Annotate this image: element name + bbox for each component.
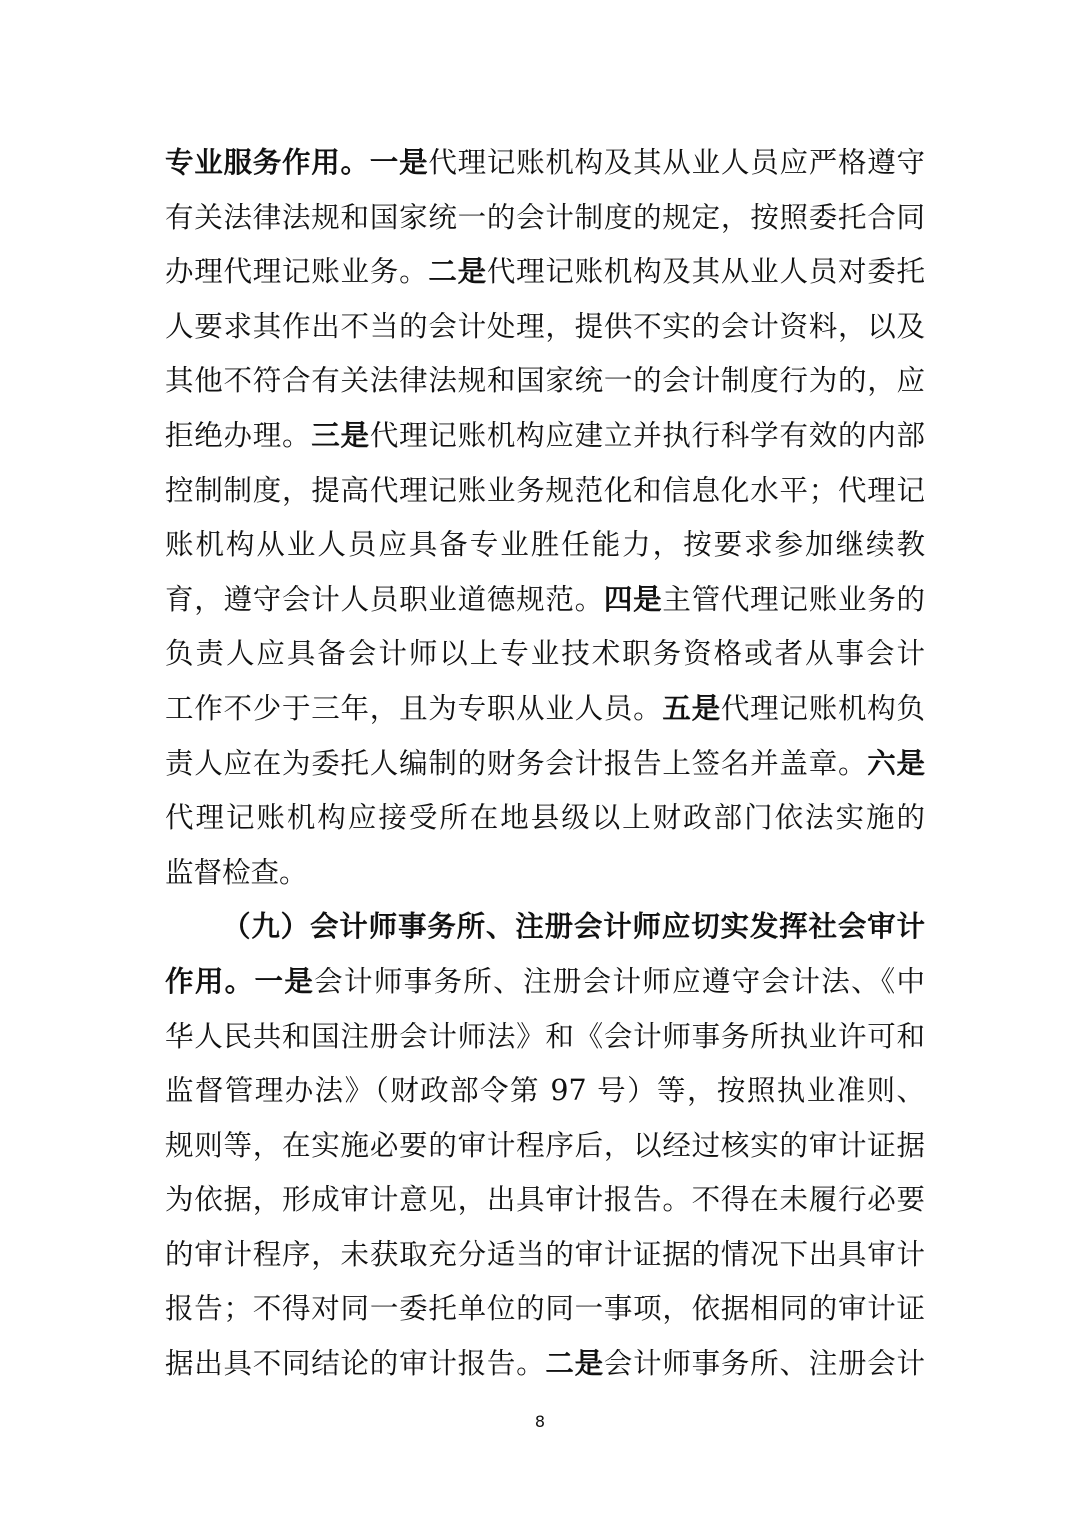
text-run: 负责人应具备会计师以上专业技术职务资格或者从事会计 xyxy=(165,637,925,671)
bold-run: 二是 xyxy=(545,1347,604,1381)
text-run: 控制制度，提高代理记账业务规范化和信息化水平；代理记 xyxy=(165,473,925,507)
text-line xyxy=(165,627,925,682)
text-line xyxy=(165,682,925,737)
body-text xyxy=(165,136,925,1392)
text-line xyxy=(165,464,925,519)
text-line xyxy=(165,300,925,355)
text-run: 代理记账机构及其从业人员应严格遵守 xyxy=(428,146,925,179)
text-run: 代理记账机构及其从业人员对委托 xyxy=(486,255,925,289)
bold-run: 四是 xyxy=(603,582,663,616)
text-run: 监督检查。 xyxy=(165,855,308,889)
bold-run: （九）会计师事务所、注册会计师应切实发挥社会审计 xyxy=(222,910,925,944)
text-line xyxy=(165,737,925,792)
text-line xyxy=(165,1173,925,1228)
text-line xyxy=(165,955,925,1010)
text-run: 人要求其作出不当的会计处理，提供不实的会计资料，以及 xyxy=(165,309,925,343)
text-line xyxy=(165,191,925,246)
text-run: 工作不少于三年，且为专职从业人员。 xyxy=(165,691,663,725)
text-run: 的审计程序，未获取充分适当的审计证据的情况下出具审计 xyxy=(165,1237,925,1271)
bold-run: 作用。一是 xyxy=(165,964,315,998)
bold-run: 五是 xyxy=(662,691,721,725)
text-run: 代理记账机构负 xyxy=(720,691,925,725)
text-run: 育，遵守会计人员职业道德规范。 xyxy=(165,582,604,616)
text-line xyxy=(165,354,925,409)
text-line xyxy=(165,846,925,901)
page-number: 8 xyxy=(534,1412,546,1431)
text-run: 规则等，在实施必要的审计程序后，以经过核实的审计证据 xyxy=(165,1128,925,1162)
text-run: 监督管理办法》（财政部令第 97 号）等，按照执业准则、 xyxy=(165,1074,925,1108)
text-line xyxy=(165,1119,925,1174)
bold-run: 专业服务作用。一是 xyxy=(165,146,429,179)
text-line xyxy=(165,518,925,573)
text-line xyxy=(165,1010,925,1065)
bold-run: 二是 xyxy=(428,255,487,289)
section-heading xyxy=(165,900,925,955)
text-run: 办理代理记账业务。 xyxy=(165,255,429,289)
text-run: 其他不符合有关法律法规和国家统一的会计制度行为的，应 xyxy=(165,364,925,398)
text-run: 有关法律法规和国家统一的会计制度的规定，按照委托合同 xyxy=(165,200,925,234)
text-run: 会计师事务所、注册会计师应遵守会计法、《中 xyxy=(314,964,925,998)
bold-run: 三是 xyxy=(311,418,370,452)
text-line xyxy=(165,409,925,464)
text-line xyxy=(165,245,925,300)
text-run: 为依据，形成审计意见，出具审计报告。不得在未履行必要 xyxy=(165,1183,925,1217)
text-run: 责人应在为委托人编制的财务会计报告上签名并盖章。 xyxy=(165,746,868,780)
text-line xyxy=(165,573,925,628)
text-line xyxy=(165,1064,925,1119)
text-run: 报告；不得对同一委托单位的同一事项，依据相同的审计证 xyxy=(165,1292,925,1326)
text-run: 华人民共和国注册会计师法》和《会计师事务所执业许可和 xyxy=(165,1019,925,1053)
bold-run: 六是 xyxy=(867,746,925,780)
text-run: 据出具不同结论的审计报告。 xyxy=(165,1347,546,1381)
text-line xyxy=(165,791,925,846)
text-line xyxy=(165,1337,925,1392)
text-run: 账机构从业人员应具备专业胜任能力，按要求参加继续教 xyxy=(165,528,925,562)
text-run: 拒绝办理。 xyxy=(165,418,312,452)
text-run: 会计师事务所、注册会计 xyxy=(603,1347,925,1381)
text-run: 代理记账机构应接受所在地县级以上财政部门依法实施的 xyxy=(165,801,925,835)
text-run: 主管代理记账业务的 xyxy=(662,582,925,616)
text-line xyxy=(165,1282,925,1337)
text-run: 代理记账机构应建立并执行科学有效的内部 xyxy=(369,418,925,452)
text-line xyxy=(165,136,925,191)
text-line xyxy=(165,1228,925,1283)
